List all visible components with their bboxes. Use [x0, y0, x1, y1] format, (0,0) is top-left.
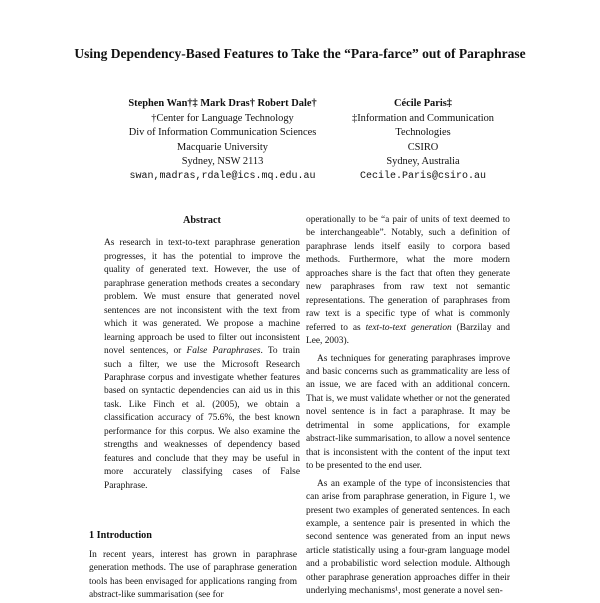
affiliation-line: ‡Information and Communication: [352, 112, 494, 124]
author-names: Cécile Paris‡: [394, 98, 452, 109]
paragraph: operationally to be “a pair of units of text deemed to be interchangeable”. Notably, such a definition of paraphrase lends itself easily to corpora based methods. Furthermore, what the more modern approaches share is the fact that often they generate new paraphrases from raw text not semantic representations. The generation of paraphrases from raw text is a specific type of what is commonly referred to as text-to-text generation (Barzilay and Lee, 2003).: [306, 215, 510, 347]
right-column: [306, 214, 510, 599]
affiliation-line: Macquarie University: [177, 141, 268, 153]
author-names: Stephen Wan†‡ Mark Dras† Robert Dale†: [128, 98, 317, 109]
affiliation-line: Div of Information Communication Sciences: [128, 127, 317, 139]
paragraph: As an example of the type of inconsistencies that can arise from paraphrase generation, in Figure 1, we present two examples of generated sentences. In each example, a sentence pair is presented in which the second sentence was generated from an input news article statistically using a four-gram language model and a probabilistic word selection module. Although other paraphrase generation approaches differ in their underlying mechanisms¹, most generate a novel sen-: [306, 478, 510, 597]
abstract-text: As research in text-to-text paraphrase generation progresses, it has the potential to improve the quality of generated text. However, the use of paraphrase generation methods creates a secondary problem. We must ensure that generated novel sentences are not inconsistent with the text from which it was generated. We propose a machine learning approach be used to filter out inconsistent novel sentences, or False Paraphrases. To train such a filter, we use the Microsoft Research Paraphrase corpus and investigate whether features based on syntactic dependencies can aid us in this task. Like Finch et al. (2005), we obtain a classification accuracy of 75.6%, the best known performance for this corpus. We also examine the strengths and weaknesses of dependency based features and conclude that they may be useful in more accurately classifying cases of False Paraphrase.: [104, 238, 300, 491]
author-block-left: [100, 97, 345, 185]
paper-title: Using Dependency-Based Features to Take the “Para-farce” out of Paraphrase: [74, 46, 526, 61]
abstract-heading: Abstract: [183, 215, 221, 226]
affiliation-line: Technologies: [395, 127, 451, 139]
author-email: swan,madras,rdale@ics.mq.edu.au: [129, 170, 316, 182]
author-email: Cecile.Paris@csiro.au: [359, 170, 487, 182]
affiliation-line: Sydney, Australia: [386, 156, 460, 168]
abstract-column: [104, 214, 300, 493]
author-block-right: [316, 97, 530, 185]
section-heading-introduction: 1 Introduction: [89, 530, 152, 541]
affiliation-line: CSIRO: [407, 141, 439, 153]
affiliation-line: †Center for Language Technology: [151, 112, 294, 124]
paragraph: As techniques for generating paraphrases improve and basic concerns such as grammaticality are less of an issue, we are faced with an additional concern. That is, we must validate whether or not the generated novel sentence is in fact a paraphrase. It may be detrimental in some applications, for example abstract-like summarisation, to allow a novel sentence that is inconsistent with the content of the input text to be presented to the end user.: [306, 353, 510, 472]
introduction-text: In recent years, interest has grown in paraphrase generation methods. The use of paraphrase generation tools has been envisaged for applications ranging from abstract-like summarisation (see for: [89, 550, 297, 601]
affiliation-line: Sydney, NSW 2113: [181, 156, 264, 168]
